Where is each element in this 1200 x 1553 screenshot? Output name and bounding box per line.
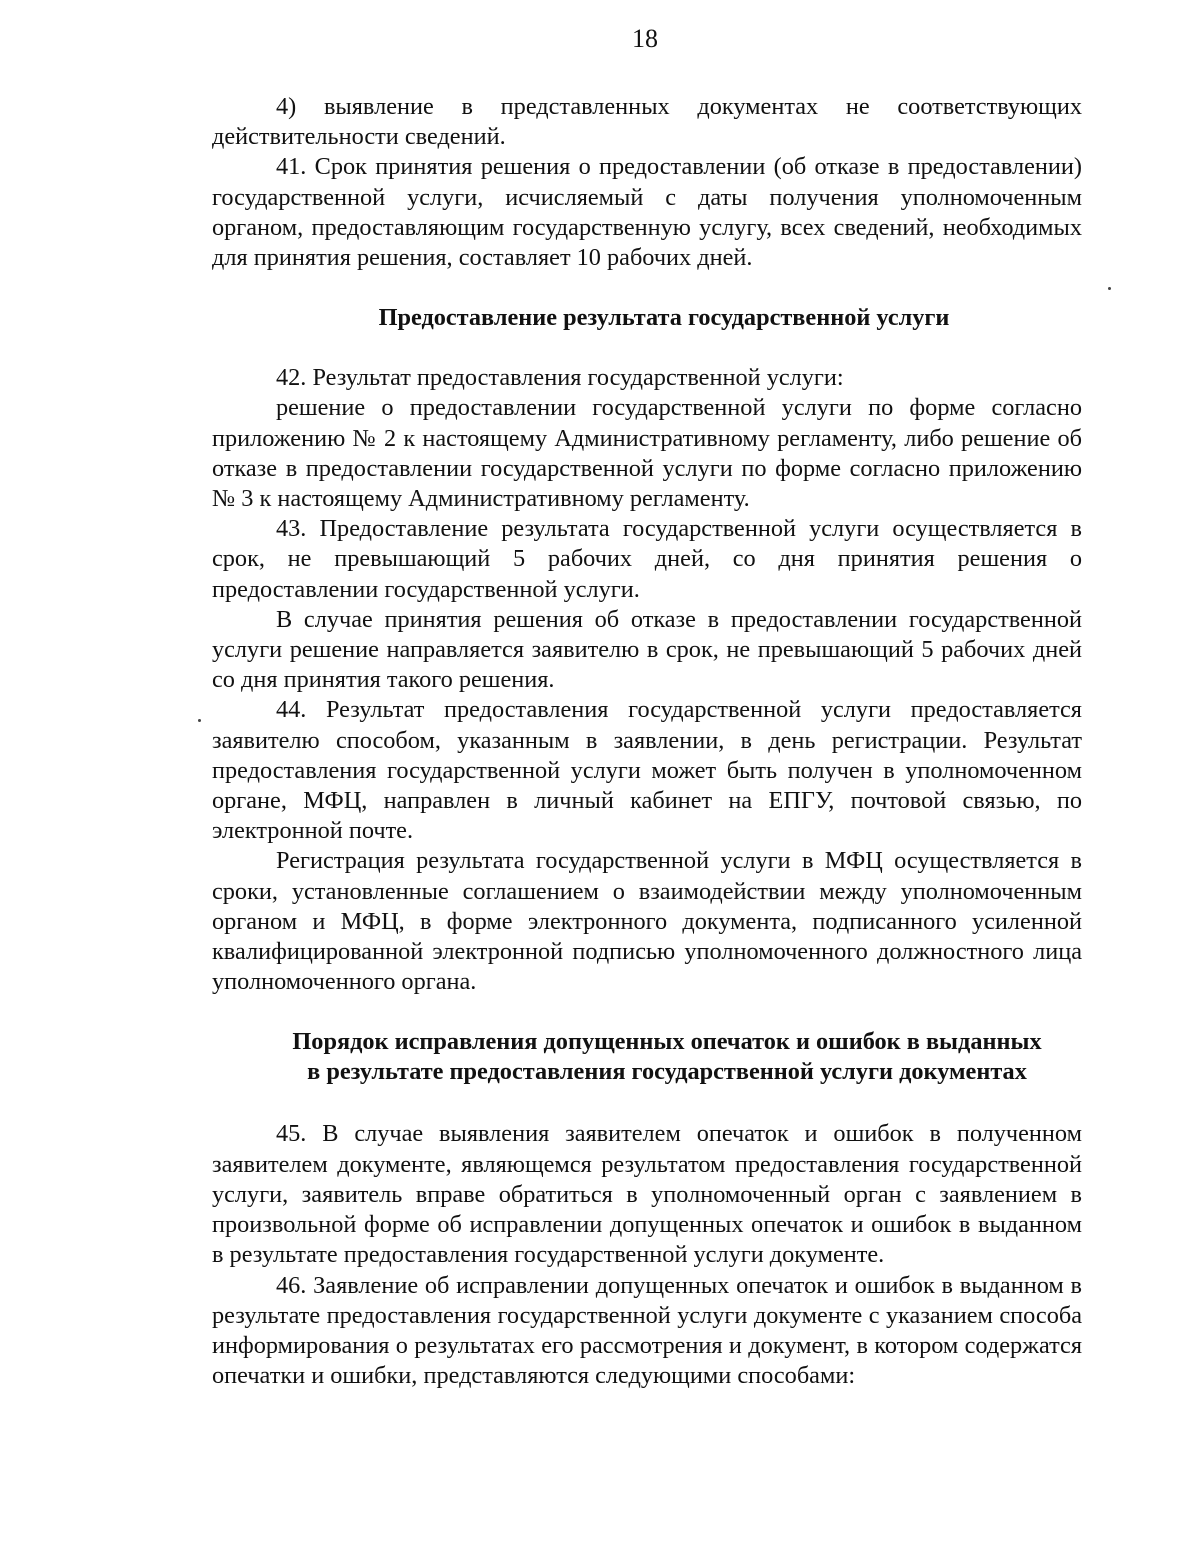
- paragraph-45: 45. В случае выявления заявителем опечаток и ошибок в полученном заявителем документе, являющемся результатом предоставления государственной услуги, заявитель вправе обратиться в уполномоченный орган с заявлением в произвольной форме об исправлении допущенных опечаток и ошибок в выданном в результате предоставления государственной услуги документе.: [212, 1120, 1082, 1269]
- section-heading-result: Предоставление результата государственной услуги: [378, 304, 950, 332]
- paragraph-41: 41. Срок принятия решения о предоставлении (об отказе в предоставлении) государственной услуги, исчисляемый с даты получения уполномоченным органом, предоставляющим государственную услугу, всех сведений, необходимых для принятия решения, составляет 10 рабочих дней.: [212, 153, 1082, 272]
- paragraph-item-4: 4) выявление в представленных документах не соответствующих действительности сведений.: [212, 93, 1082, 151]
- paragraph-44: 44. Результат предоставления государственной услуги предоставляется заявителю способом, указанным в заявлении, в день регистрации. Результат предоставления государственной услуги может быть получен в уполномоченном органе, МФЦ, направлен в личный кабинет на ЕПГУ, почтовой связью, по электронной почте.: [212, 696, 1082, 845]
- section-heading-corrections: [212, 1027, 1082, 1087]
- page-number: 18: [632, 24, 658, 53]
- section-heading-line-2: в результате предоставления государственной услуги документах: [307, 1058, 1027, 1086]
- paragraph-46: 46. Заявление об исправлении допущенных опечаток и ошибок в выданном в результате предоставления государственной услуги документе с указанием способа информирования о результатах его рассмотрения и документ, в котором содержатся опечатки и ошибки, представляются следующими способами:: [212, 1271, 1082, 1390]
- paragraph-42: 42. Результат предоставления государственной услуги:: [276, 364, 844, 392]
- section-heading-line-1: Порядок исправления допущенных опечаток и ошибок в выданных: [292, 1028, 1042, 1056]
- scan-speck: [1108, 287, 1111, 290]
- scan-speck: [198, 719, 201, 722]
- paragraph-43-refusal: В случае принятия решения об отказе в предоставлении государственной услуги решение направляется заявителю в срок, не превышающий 5 рабочих дней со дня принятия такого решения.: [212, 605, 1082, 694]
- paragraph-42-decision: решение о предоставлении государственной услуги по форме согласно приложению № 2 к настоящему Административному регламенту, либо решение об отказе в предоставлении государственной услуги по форме согласно приложению № 3 к настоящему Административному регламенту.: [212, 394, 1082, 513]
- document-body: [212, 92, 1082, 1391]
- paragraph-43: 43. Предоставление результата государственной услуги осуществляется в срок, не превышающий 5 рабочих дней, со дня принятия решения о предоставлении государственной услуги.: [212, 515, 1082, 603]
- paragraph-44-registration: Регистрация результата государственной услуги в МФЦ осуществляется в сроки, установленные соглашением о взаимодействии между уполномоченным органом и МФЦ, в форме электронного документа, подписанного усиленной квалифицированной электронной подписью уполномоченного должностного лица уполномоченного органа.: [212, 847, 1082, 996]
